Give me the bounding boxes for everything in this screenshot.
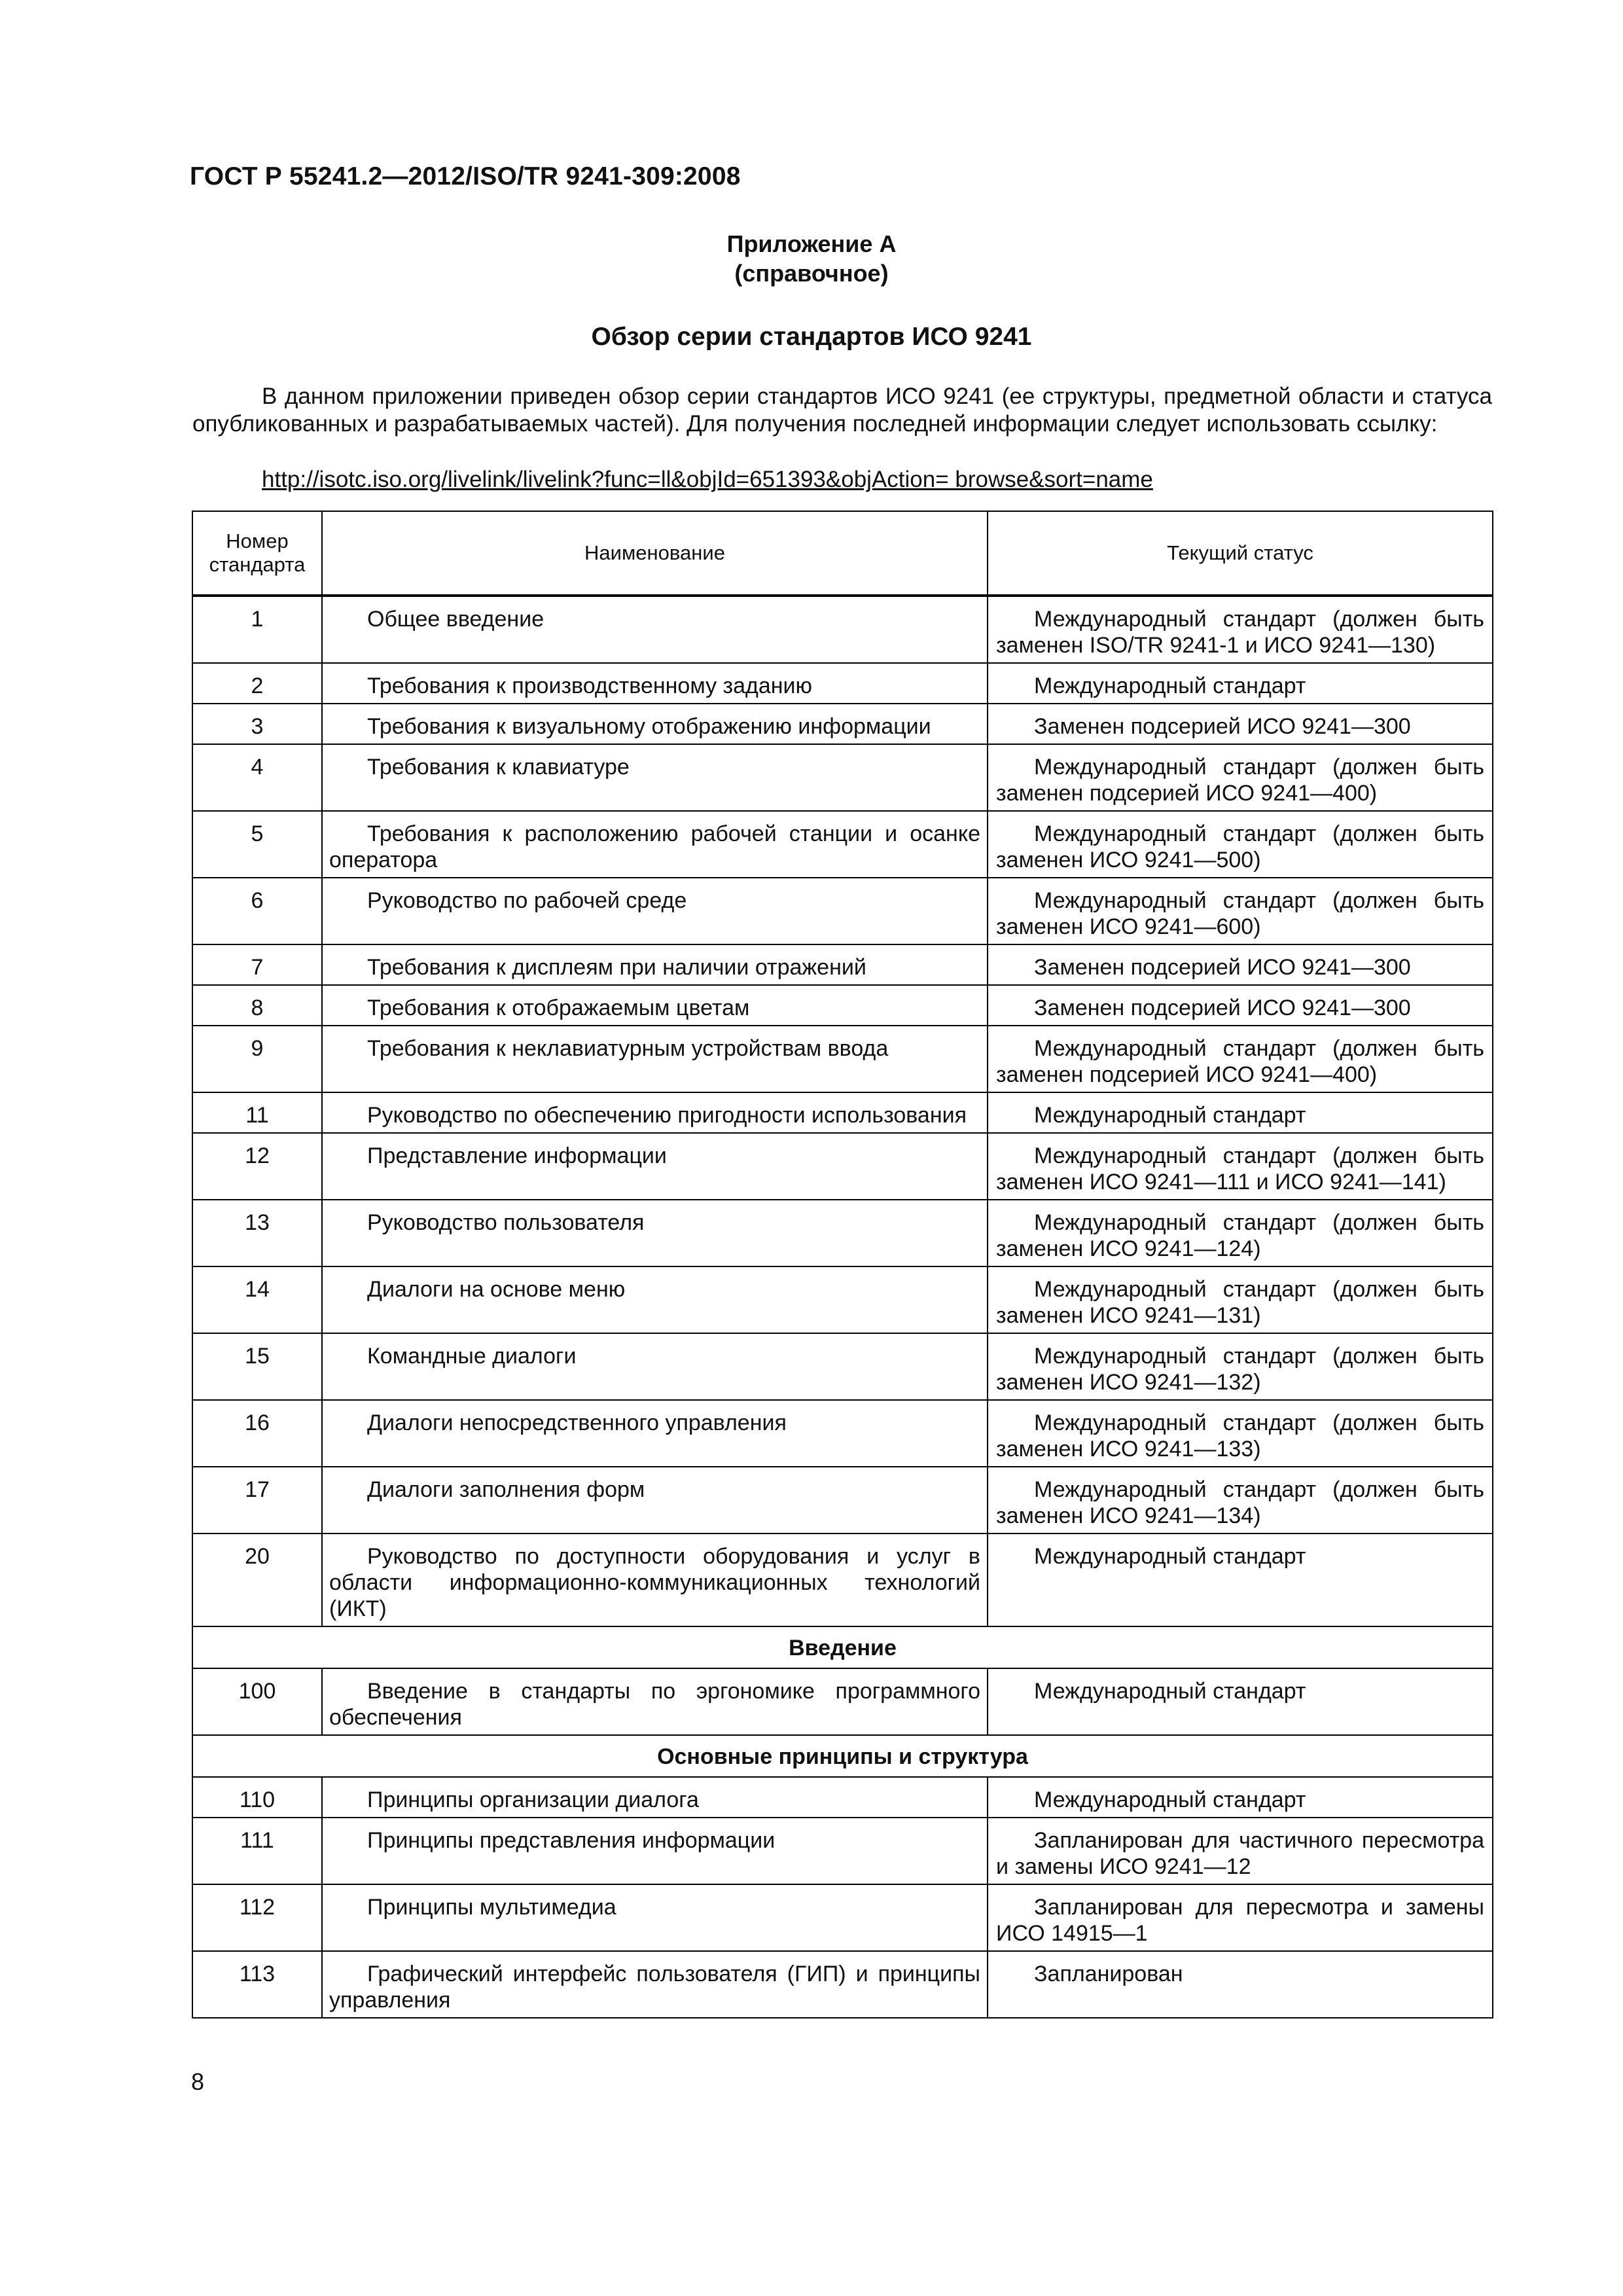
table-row <box>192 1333 1493 1400</box>
standard-status: Международный стандарт (должен быть заменен ИСО 9241—600) <box>988 878 1493 944</box>
standard-status: Международный стандарт <box>988 663 1493 704</box>
standard-name: Введение в стандарты по эргономике программного обеспечения <box>322 1668 988 1735</box>
standard-name: Руководство по рабочей среде <box>322 878 988 944</box>
standard-status: Международный стандарт (должен быть заменен ИСО 9241—132) <box>988 1333 1493 1400</box>
standard-name: Представление информации <box>322 1133 988 1200</box>
standard-status: Международный стандарт (должен быть заменен ИСО 9241—500) <box>988 811 1493 878</box>
standard-number: 9 <box>192 1026 322 1092</box>
document-header: ГОСТ Р 55241.2—2012/ISO/TR 9241-309:2008 <box>190 162 741 190</box>
standard-status: Международный стандарт <box>988 1777 1493 1818</box>
table-row <box>192 1951 1493 2018</box>
standard-number: 8 <box>192 985 322 1026</box>
table-row <box>192 811 1493 878</box>
standard-status: Международный стандарт (должен быть заменен ИСО 9241—124) <box>988 1200 1493 1266</box>
standard-number: 2 <box>192 663 322 704</box>
standard-name: Руководство по обеспечению пригодности использования <box>322 1092 988 1133</box>
table-row <box>192 878 1493 944</box>
section-heading-intro: Введение <box>192 1626 1493 1668</box>
standard-number: 7 <box>192 944 322 985</box>
standard-number: 11 <box>192 1092 322 1133</box>
table-row <box>192 1534 1493 1626</box>
table-row <box>192 1818 1493 1884</box>
standard-name: Диалоги заполнения форм <box>322 1467 988 1534</box>
table-row <box>192 1266 1493 1333</box>
standard-status: Международный стандарт (должен быть заменен ИСО 9241—131) <box>988 1266 1493 1333</box>
table-row <box>192 704 1493 744</box>
standard-name: Требования к расположению рабочей станции и осанке оператора <box>322 811 988 878</box>
standard-name: Руководство по доступности оборудования и услуг в области информационно-коммуникационных технологий (ИКТ) <box>322 1534 988 1626</box>
standard-number: 5 <box>192 811 322 878</box>
standard-status: Международный стандарт <box>988 1092 1493 1133</box>
table-row <box>192 1884 1493 1951</box>
standard-status: Международный стандарт (должен быть заменен ИСО 9241—134) <box>988 1467 1493 1534</box>
standard-status: Заменен подсерией ИСО 9241—300 <box>988 985 1493 1026</box>
standard-name: Требования к дисплеям при наличии отражений <box>322 944 988 985</box>
table-row <box>192 744 1493 811</box>
table-row <box>192 663 1493 704</box>
table-row <box>192 1133 1493 1200</box>
table-body <box>192 596 1493 2018</box>
standard-status: Международный стандарт (должен быть заменен подсерией ИСО 9241—400) <box>988 744 1493 811</box>
section-row <box>192 1735 1493 1777</box>
standard-number: 6 <box>192 878 322 944</box>
standard-number: 113 <box>192 1951 322 2018</box>
standard-status: Заменен подсерией ИСО 9241—300 <box>988 944 1493 985</box>
table-row <box>192 1092 1493 1133</box>
standard-number: 111 <box>192 1818 322 1884</box>
table-row <box>192 944 1493 985</box>
section-heading-principles: Основные принципы и структура <box>192 1735 1493 1777</box>
table-header-row <box>192 511 1493 596</box>
table-row <box>192 596 1493 663</box>
header-number: Номер стандарта <box>192 511 322 596</box>
standard-name: Диалоги непосредственного управления <box>322 1400 988 1467</box>
standard-number: 15 <box>192 1333 322 1400</box>
standard-name: Требования к клавиатуре <box>322 744 988 811</box>
standard-name: Принципы мультимедиа <box>322 1884 988 1951</box>
standard-number: 110 <box>192 1777 322 1818</box>
standard-name: Требования к неклавиатурным устройствам ввода <box>322 1026 988 1092</box>
table-row <box>192 1777 1493 1818</box>
table-row <box>192 1026 1493 1092</box>
reference-link[interactable]: http://isotc.iso.org/livelink/livelink?func=ll&objId=651393&objAction= browse&sort=name <box>262 467 1153 492</box>
standard-name: Принципы представления информации <box>322 1818 988 1884</box>
standard-number: 100 <box>192 1668 322 1735</box>
standard-status: Заменен подсерией ИСО 9241—300 <box>988 704 1493 744</box>
header-status: Текущий статус <box>988 511 1493 596</box>
page-number: 8 <box>191 2068 205 2095</box>
standard-number: 1 <box>192 596 322 663</box>
standard-name: Требования к производственному заданию <box>322 663 988 704</box>
standard-status: Международный стандарт (должен быть заменен ISO/TR 9241-1 и ИСО 9241—130) <box>988 596 1493 663</box>
table-row <box>192 1668 1493 1735</box>
annex-title: Обзор серии стандартов ИСО 9241 <box>591 323 1032 351</box>
standard-number: 112 <box>192 1884 322 1951</box>
standard-number: 3 <box>192 704 322 744</box>
standard-name: Диалоги на основе меню <box>322 1266 988 1333</box>
standard-number: 17 <box>192 1467 322 1534</box>
standard-number: 4 <box>192 744 322 811</box>
annex-type: (справочное) <box>734 260 889 287</box>
standard-number: 16 <box>192 1400 322 1467</box>
standard-status: Международный стандарт (должен быть заменен ИСО 9241—133) <box>988 1400 1493 1467</box>
standard-name: Общее введение <box>322 596 988 663</box>
standards-table <box>192 511 1493 2018</box>
standard-status: Международный стандарт (должен быть заменен ИСО 9241—111 и ИСО 9241—141) <box>988 1133 1493 1200</box>
standard-name: Требования к отображаемым цветам <box>322 985 988 1026</box>
standard-number: 14 <box>192 1266 322 1333</box>
table-row <box>192 985 1493 1026</box>
standard-number: 20 <box>192 1534 322 1626</box>
standard-status: Запланирован для пересмотра и замены ИСО 14915—1 <box>988 1884 1493 1951</box>
table-row <box>192 1467 1493 1534</box>
standard-status: Международный стандарт <box>988 1534 1493 1626</box>
standard-number: 12 <box>192 1133 322 1200</box>
intro-paragraph: В данном приложении приведен обзор серии стандартов ИСО 9241 (ее структуры, предметной области и статуса опубликованных и разрабатываемых частей). Для получения последней информации следует использовать ссылку: <box>192 384 1492 437</box>
standard-status: Международный стандарт <box>988 1668 1493 1735</box>
standard-name: Графический интерфейс пользователя (ГИП) и принципы управления <box>322 1951 988 2018</box>
standard-status: Запланирован <box>988 1951 1493 2018</box>
header-name: Наименование <box>322 511 988 596</box>
standard-name: Командные диалоги <box>322 1333 988 1400</box>
section-row <box>192 1626 1493 1668</box>
standard-status: Запланирован для частичного пересмотра и замены ИСО 9241—12 <box>988 1818 1493 1884</box>
table-row <box>192 1400 1493 1467</box>
standard-number: 13 <box>192 1200 322 1266</box>
standard-name: Принципы организации диалога <box>322 1777 988 1818</box>
annex-label: Приложение А <box>726 230 897 257</box>
standard-status: Международный стандарт (должен быть заменен подсерией ИСО 9241—400) <box>988 1026 1493 1092</box>
standard-name: Требования к визуальному отображению информации <box>322 704 988 744</box>
standard-name: Руководство пользователя <box>322 1200 988 1266</box>
table-row <box>192 1200 1493 1266</box>
